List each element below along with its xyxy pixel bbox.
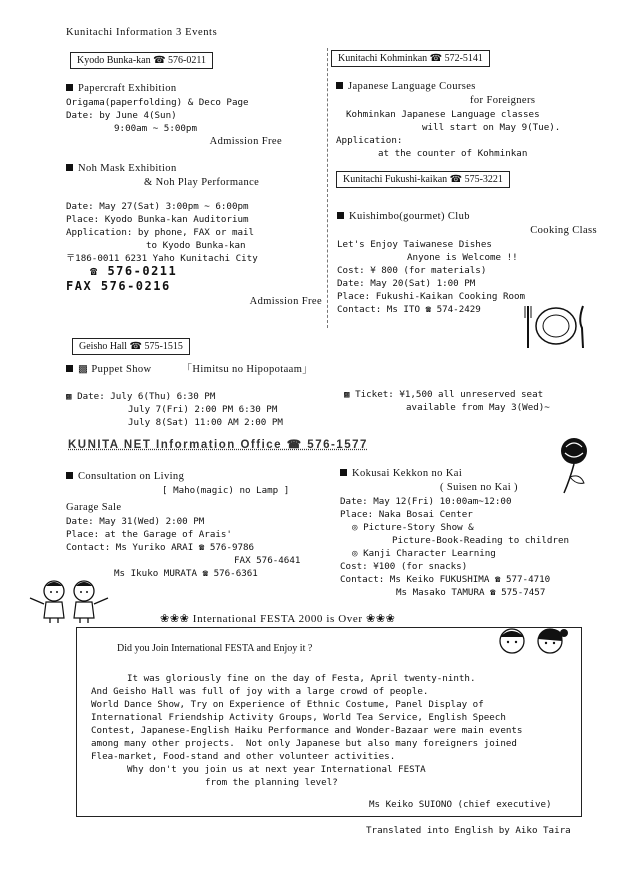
plate-icon bbox=[520, 302, 590, 354]
bullet-square-icon bbox=[337, 212, 344, 219]
papercraft-section bbox=[66, 82, 326, 149]
papercraft-admission: Admission Free bbox=[209, 136, 282, 147]
kokusai-item-2: ◎ Kanji Character Learning bbox=[352, 548, 496, 559]
papercraft-time: 9:00am ~ 5:00pm bbox=[114, 123, 197, 134]
papercraft-title: Papercraft Exhibition bbox=[78, 83, 177, 94]
geisho-hall-box: Geisho Hall ☎ 575-1515 bbox=[72, 338, 190, 355]
japanese-course-line-2: will start on May 9(Tue). bbox=[422, 122, 561, 133]
festa-body-line-4: International Friendship Activity Groups, World Tea Service, English Speech bbox=[91, 712, 506, 723]
cooking-heading-2: Cooking Class bbox=[530, 225, 597, 236]
cooking-line-2: Anyone is Welcome !! bbox=[407, 252, 518, 263]
ticket-icon: ▩ bbox=[344, 389, 356, 400]
puppet-heading bbox=[66, 363, 606, 377]
noh-tel: ☎ 576-0211 bbox=[90, 264, 178, 278]
puppet-icon: ▩ bbox=[78, 364, 92, 375]
festa-title: ❀❀❀ International FESTA 2000 is Over ❀❀❀ bbox=[160, 613, 396, 625]
kokusai-cost: Cost: ¥100 (for snacks) bbox=[340, 561, 468, 572]
noh-heading bbox=[66, 162, 322, 176]
kyodo-bunka-kan-box: Kyodo Bunka-kan ☎ 576-0211 bbox=[70, 52, 213, 69]
festa-box bbox=[76, 627, 582, 817]
puppet-date-3: July 8(Sat) 11:00 AM 2:00 PM bbox=[128, 417, 283, 428]
fukushi-kaikan-box: Kunitachi Fukushi-kaikan ☎ 575-3221 bbox=[336, 171, 510, 188]
consultation-sub: [ Maho(magic) no Lamp ] bbox=[162, 485, 290, 496]
bullet-square-icon bbox=[66, 472, 73, 479]
papercraft-date: Date: by June 4(Sun) bbox=[66, 110, 177, 121]
garage-date: Date: May 31(Wed) 2:00 PM bbox=[66, 516, 205, 527]
festa-body-line-1: It was gloriously fine on the day of Festa, April twenty-ninth. bbox=[127, 673, 476, 684]
bullet-square-icon bbox=[66, 164, 73, 171]
column-divider bbox=[327, 48, 328, 328]
festa-body-line-7: Flea-market, Food-stand and other volunteer activities. bbox=[91, 751, 396, 762]
garage-place: Place: at the Garage of Arais' bbox=[66, 529, 232, 540]
papercraft-desc: Origama(paperfolding) & Deco Page bbox=[66, 97, 249, 108]
cooking-contact: Contact: Ms ITO ☎ 574-2429 bbox=[337, 304, 481, 315]
kominkan-box: Kunitachi Kohminkan ☎ 572-5141 bbox=[331, 50, 490, 67]
ticket-line bbox=[344, 388, 550, 401]
noh-fax: FAX 576-0216 bbox=[66, 279, 171, 293]
festa-question: Did you Join International FESTA and Enjoy it ? bbox=[117, 643, 313, 654]
noh-place: Place: Kyodo Bunka-kan Auditorium bbox=[66, 214, 249, 225]
noh-application-2: to Kyodo Bunka-kan bbox=[146, 240, 246, 251]
consultation-heading bbox=[66, 470, 336, 484]
noh-date: Date: May 27(Sat) 3:00pm ~ 6:00pm bbox=[66, 201, 249, 212]
garage-sale-heading: Garage Sale bbox=[66, 502, 122, 513]
noh-application: Application: by phone, FAX or mail bbox=[66, 227, 255, 238]
kokusai-heading bbox=[340, 467, 590, 481]
ticket-availability: available from May 3(Wed)~ bbox=[406, 402, 550, 413]
festa-signature: Ms Keiko SUIONO (chief executive) bbox=[369, 799, 552, 810]
calendar-icon: ▩ bbox=[66, 391, 78, 402]
festa-body-line-3: World Dance Show, Try on Experience of Ethnic Costume, Panel Display of bbox=[91, 699, 484, 710]
bullet-square-icon bbox=[336, 82, 343, 89]
noh-admission: Admission Free bbox=[249, 296, 322, 307]
noh-heading-2: & Noh Play Performance bbox=[144, 177, 260, 188]
ticket-price: Ticket: ¥1,500 all unreserved seat bbox=[355, 389, 544, 400]
puppet-date-line bbox=[66, 390, 283, 403]
puppet-show-section bbox=[66, 363, 606, 377]
japanese-course-section bbox=[336, 80, 586, 160]
cooking-title: Kuishimbo(gourmet) Club bbox=[349, 211, 470, 222]
puppet-title: Puppet Show bbox=[91, 364, 152, 375]
bullet-square-icon bbox=[66, 365, 73, 372]
kokusai-title: Kokusai Kekkon no Kai bbox=[352, 468, 463, 479]
page-title: Kunitachi Information 3 Events bbox=[66, 27, 218, 38]
puppet-show-title: 「Himitsu no Hipopotaam」 bbox=[181, 364, 314, 375]
children-icon bbox=[22, 578, 118, 624]
kunitanet-banner: KUNITA NET Information Office ☎ 576-1577 bbox=[68, 439, 368, 451]
japanese-course-heading-2: for Foreigners bbox=[470, 95, 536, 106]
kokusai-item-1: ◎ Picture-Story Show & bbox=[352, 522, 474, 533]
puppet-dates bbox=[66, 390, 283, 429]
bullet-square-icon bbox=[66, 84, 73, 91]
japanese-course-place: at the counter of Kohminkan bbox=[378, 148, 528, 159]
cooking-class-section bbox=[337, 210, 599, 316]
garage-fax: FAX 576-4641 bbox=[234, 555, 301, 566]
japanese-course-title: Japanese Language Courses bbox=[348, 81, 476, 92]
kokusai-place: Place: Naka Bosai Center bbox=[340, 509, 473, 520]
noh-section bbox=[66, 162, 322, 309]
japanese-course-line-1: Kohminkan Japanese Language classes bbox=[346, 109, 540, 120]
kokusai-section bbox=[340, 467, 590, 599]
noh-address: 〒186-0011 6231 Yaho Kunitachi City bbox=[66, 253, 258, 264]
festa-body-line-8: Why don't you join us at next year International FESTA bbox=[127, 764, 426, 775]
consultation-title: Consultation on Living bbox=[78, 471, 185, 482]
garage-contact: Contact: Ms Yuriko ARAI ☎ 576-9786 bbox=[66, 542, 255, 553]
kokusai-item-1b: Picture-Book-Reading to children bbox=[392, 535, 570, 546]
papercraft-heading bbox=[66, 82, 326, 96]
cooking-cost: Cost: ¥ 800 (for materials) bbox=[337, 265, 487, 276]
festa-body-line-2: And Geisho Hall was full of joy with a large crowd of people. bbox=[91, 686, 429, 697]
cooking-line-1: Let's Enjoy Taiwanese Dishes bbox=[337, 239, 492, 250]
cooking-place: Place: Fukushi-Kaikan Cooking Room bbox=[337, 291, 526, 302]
festa-body-line-9: from the planning level? bbox=[205, 777, 338, 788]
kokusai-contact-2: Ms Masako TAMURA ☎ 575-7457 bbox=[396, 587, 546, 598]
japanese-course-heading bbox=[336, 80, 586, 94]
kokusai-sub: ( Suisen no Kai ) bbox=[440, 482, 518, 493]
puppet-date-1: Date: July 6(Thu) 6:30 PM bbox=[77, 391, 216, 402]
japanese-course-application: Application: bbox=[336, 135, 403, 146]
cooking-heading bbox=[337, 210, 599, 224]
festa-body-line-5: Contest, Japanese-English Haiku Performance and Wonder-Bazaar were main events bbox=[91, 725, 523, 736]
noh-title: Noh Mask Exhibition bbox=[78, 163, 177, 174]
kokusai-date: Date: May 12(Fri) 10:00am~12:00 bbox=[340, 496, 512, 507]
consultation-section bbox=[66, 470, 336, 580]
kokusai-contact: Contact: Ms Keiko FUKUSHIMA ☎ 577-4710 bbox=[340, 574, 551, 585]
puppet-ticket bbox=[344, 388, 550, 414]
cooking-date: Date: May 20(Sat) 1:00 PM bbox=[337, 278, 476, 289]
garage-contact-2: Ms Ikuko MURATA ☎ 576-6361 bbox=[114, 568, 258, 579]
festa-body bbox=[91, 672, 581, 789]
translator-credit: Translated into English by Aiko Taira bbox=[366, 825, 571, 836]
bullet-square-icon bbox=[340, 469, 347, 476]
festa-body-line-6: among many other projects. Not only Japanese but also many foreigners joined bbox=[91, 738, 517, 749]
puppet-date-2: July 7(Fri) 2:00 PM 6:30 PM bbox=[128, 404, 278, 415]
